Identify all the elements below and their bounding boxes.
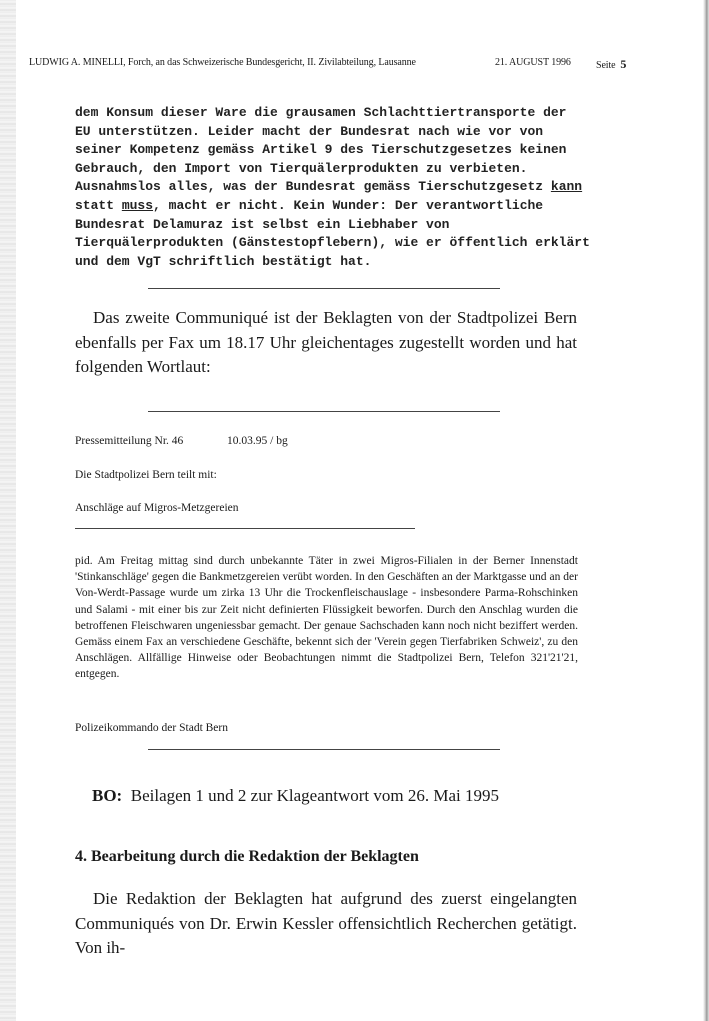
- quote-underlined-word: kann: [550, 179, 583, 195]
- page-header: [29, 57, 689, 71]
- quote-line: und dem VgT schriftlich bestätigt hat.: [75, 253, 372, 269]
- quote-line: Bundesrat Delamuraz ist selbst ein Liebhaber von: [75, 216, 450, 232]
- paragraph-text: Das zweite Communiqué ist der Beklagten von der Stadtpolizei Bern ebenfalls per Fax um 18.17 Uhr gleichentages zugestellt worden und hat folgenden Wortlaut:: [75, 308, 577, 376]
- press-release-header: [75, 433, 288, 449]
- quote-underlined-word: muss: [121, 197, 154, 213]
- paragraph-editorial: [75, 887, 577, 961]
- quote-line: dem Konsum dieser Ware die grausamen Schlachttiertransporte der: [75, 105, 567, 120]
- header-page: [596, 57, 626, 72]
- divider-rule: [148, 288, 500, 289]
- divider-rule: [148, 749, 500, 750]
- divider-rule: [75, 528, 415, 529]
- quote-line: EU unterstützen. Leider macht der Bundesrat nach wie vor von: [75, 123, 544, 139]
- press-release-title: Pressemitteilung Nr. 46: [75, 435, 184, 447]
- quote-line-text: Ausnahmslos alles, was der Bundesrat gemäss Tierschutzgesetz: [75, 179, 544, 195]
- press-release-body: [75, 553, 578, 683]
- header-sender: LUDWIG A. MINELLI, Forch, an das Schweizerische Bundesgericht, II. Zivilabteilung, Lausanne: [29, 57, 416, 68]
- quote-line-text: , macht er nicht. Kein Wunder: Der verantwortliche: [153, 197, 544, 213]
- evidence-note: [92, 786, 499, 806]
- divider-rule: [148, 411, 500, 412]
- quote-line: seiner Kompetenz gemäss Artikel 9 des Tierschutzgesetzes keinen: [75, 142, 567, 158]
- paragraph-second-communique: [75, 306, 577, 380]
- header-page-label: Seite: [596, 60, 616, 71]
- quote-line: [75, 197, 595, 216]
- header-page-number: 5: [620, 57, 627, 71]
- section-heading: 4. Bearbeitung durch die Redaktion der Beklagten: [75, 848, 419, 865]
- quote-line: Gebrauch, den Import von Tierquälerprodukten zu verbieten.: [75, 160, 528, 176]
- press-release-body-text: pid. Am Freitag mittag sind durch unbekannte Täter in zwei Migros-Filialen in der Berner Innenstadt 'Stinkanschläge' gegen die Bankmetzgereien verübt worden. In den Geschäften an der Marktgasse und an der Von-Werdt-Passage wurde um zirka 13 Uhr die Trockenfleischauslage - insbesondere Parma-Rohschinken und Salami - mit einer bis zur Zeit nicht definierten Flüssigkeit beworfen. Durch den Anschlag wurden die betroffenen Fleischwaren ungeniessbar gemacht. Der genaue Sachschaden kann noch nicht beziffert werden. Gemäss einem Fax an verschiedene Geschäfte, bekennt sich der 'Verein gegen Tierfabriken Schweiz', zu den Anschlägen. Allfällige Hinweise oder Beobachtungen nimmt die Stadtpolizei Bern, Telefon 321'21'21, entgegen.: [75, 555, 578, 681]
- header-date: 21. AUGUST 1996: [495, 57, 571, 68]
- quote-line: [75, 178, 595, 197]
- quote-line: Tierquälerprodukten (Gänstestopflebern), wie er öffentlich erklärt: [75, 235, 590, 251]
- quote-line-text: statt: [75, 197, 115, 213]
- press-release-signature: Polizeikommando der Stadt Bern: [75, 722, 228, 734]
- paragraph-text: Die Redaktion der Beklagten hat aufgrund des zuerst eingelangten Communiqués von Dr. Erwin Kessler offensichtlich Recherchen getätigt. Von ih-: [75, 889, 577, 957]
- press-release-intro: Die Stadtpolizei Bern teilt mit:: [75, 469, 217, 481]
- quoted-communique-text: [75, 104, 595, 271]
- evidence-label: BO:: [92, 786, 123, 805]
- press-release-ref: 10.03.95 / bg: [227, 435, 288, 447]
- scan-left-edge: [0, 0, 16, 1021]
- scan-right-edge: [703, 0, 709, 1021]
- press-release-headline: Anschläge auf Migros-Metzgereien: [75, 502, 239, 514]
- evidence-text: Beilagen 1 und 2 zur Klageantwort vom 26. Mai 1995: [130, 786, 499, 805]
